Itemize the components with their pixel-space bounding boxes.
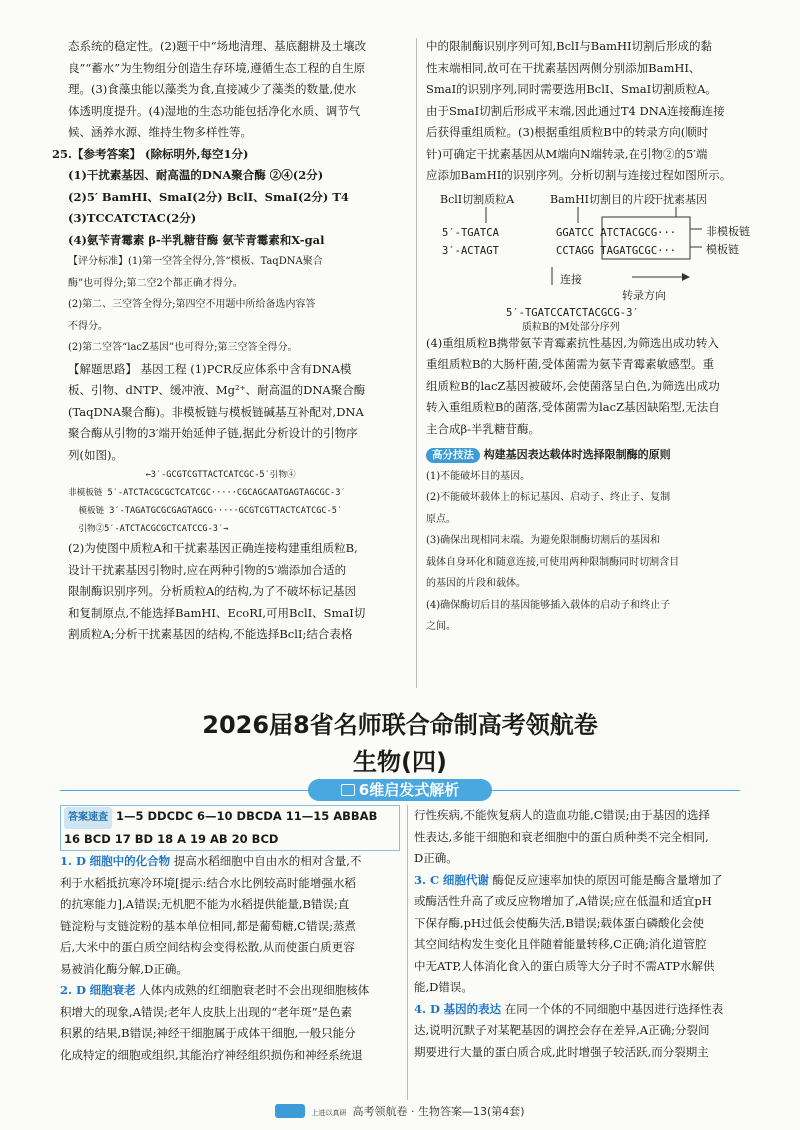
q4-number: 4. D xyxy=(414,1001,440,1016)
banner-label: 6维启发式解析 xyxy=(358,781,460,799)
q1-line: 后,大米中的蛋白质空间结构会变得松散,从而使蛋白质更容 xyxy=(60,940,355,954)
seq1-top: 5′-TGATCA xyxy=(442,226,499,239)
tip-tag: 高分技法 xyxy=(426,448,480,463)
q1-line: 链淀粉与支链淀粉的基本单位相同,都是葡萄糖,C错误;蒸煮 xyxy=(60,918,356,933)
right-line: 后获得重组质粒。(3)根据重组质粒B中的转录方向(顺时 xyxy=(426,125,709,139)
label-nontemplate: 非模板链 xyxy=(706,224,750,238)
footer-logo-text: 上进以真研 xyxy=(311,1109,347,1117)
publisher-logo xyxy=(275,1104,305,1118)
criteria-line: 【评分标准】(1)第一空答全得分,答“模板、TaqDNA聚合 xyxy=(68,256,323,267)
answer-row: 16 BCD 17 BD 18 A 19 AB 20 BCD xyxy=(64,831,279,846)
diagram-caption: 质粒B的M处部分序列 xyxy=(522,321,620,333)
q4-line: 在同一个体的不同细胞中基因进行选择性表 xyxy=(504,1001,724,1016)
q2-cont-line: D正确。 xyxy=(414,851,458,865)
primer-line: 模板链 3′-TAGATGCGCGAGTAGCG·····GCGTCGTTACTCATCGC-5′ xyxy=(68,506,343,516)
q2-line: 积增大的现象,A错误;老年人皮肤上出现的“老年斑”是色素 xyxy=(60,1004,353,1019)
after-line: 转入重组质粒B的菌落,受体菌需为lacZ基因缺陷型,无法自 xyxy=(426,400,720,414)
primer-line: ←3′-GCGTCGTTACTCATCGC-5′引物④ xyxy=(68,470,296,480)
answer-line: (2)5′ BamHⅠ、SmaⅠ(2分) BclⅠ、SmaⅠ(2分) T4 xyxy=(68,189,349,204)
q2-cont-line: 行性疾病,不能恢复病人的造血功能,C错误;由于基因的选择 xyxy=(414,808,710,822)
answer-line: (3)TCCATCTAC(2分) xyxy=(68,211,197,225)
answer-key xyxy=(60,805,400,851)
label-ligate: 连接 xyxy=(560,272,582,286)
analysis-line: 聚合酶从引物的3′端开始延伸子链,据此分析设计的引物序 xyxy=(68,426,358,440)
label-bcl-cut: BclⅠ切割质粒A xyxy=(440,192,515,206)
seq1-bottom: 3′-ACTAGT xyxy=(442,244,499,257)
tip-line: (2)不能破坏载体上的标记基因、启动子、终止子、复制 xyxy=(426,492,671,503)
tip-title: 构建基因表达载体时选择限制酶的原则 xyxy=(483,448,671,461)
tail-line: 设计干扰素基因引物时,应在两种引物的5′端添加合适的 xyxy=(68,562,347,577)
tip-line: (1)不能破坏目的基因。 xyxy=(426,470,531,482)
after-line: 重组质粒B的大肠杆菌,受体菌需为氨苄青霉素敏感型。重 xyxy=(426,357,715,371)
criteria-line: (2)第二空答“lacZ基因”也可得分;第三空答全得分。 xyxy=(68,342,298,353)
footer-text: 高考领航卷 · 生物答案—13(第4套) xyxy=(352,1105,525,1118)
q2-cont-line: 性表达,多能干细胞和衰老细胞中的蛋白质种类不完全相同, xyxy=(414,829,709,844)
criteria-line: (2)第二、三空答全得分;第四空不用题中所给备选内容答 xyxy=(68,299,316,310)
page-title: 2026届8省名师联合命制高考领航卷 xyxy=(202,711,598,739)
q25-heading: 25.【参考答案】 (除标明外,每空1分) xyxy=(52,146,249,161)
answer-line: (4)氨苄青霉素 β-半乳糖苷酶 氨苄青霉素和X-gal xyxy=(68,232,325,247)
tip-line: 原点。 xyxy=(426,513,456,525)
q3-line: 下保存酶,pH过低会使酶失活,B错误;载体蛋白磷酸化会使 xyxy=(414,915,705,930)
tip-line: 的基因的片段和载体。 xyxy=(426,578,526,589)
primer-line: 非模板链 5′-ATCTACGCGCTCATCGC·····CGCAGCAATGAGTAGCGC-3′ xyxy=(68,488,346,498)
q3-line: 能,D错误。 xyxy=(414,980,473,994)
bottom-right-column xyxy=(414,805,764,1063)
seq2-top: GGATCC ATCTACGCG··· xyxy=(556,226,677,239)
page-subtitle: 生物(四) xyxy=(353,748,447,776)
after-line: 组质粒B的lacZ基因被破坏,会使菌落呈白色,为筛选出成功 xyxy=(426,378,720,393)
tip-line: (3)确保出现相同末端。为避免限制酶切割后的基因和 xyxy=(426,535,661,546)
q2-line: 化成特定的细胞或组织,其能治疗神经组织损伤和神经系统退 xyxy=(60,1047,363,1062)
ligation-diagram xyxy=(426,189,774,333)
label-gene: 干扰素基因 xyxy=(652,192,707,206)
left-column xyxy=(52,36,408,646)
right-line: 针)可确定干扰素基因从M端向N端转录,在引物②的5′端 xyxy=(426,146,708,161)
book-icon xyxy=(341,784,355,796)
q2-line: 积累的结果,B错误;神经干细胞属于成体干细胞,一般只能分 xyxy=(60,1026,356,1040)
q3-line: 或酶活性升高了或反应物增加了,A错误;应在低温和适宜pH xyxy=(414,894,712,908)
intro-line: 候、涵养水源、维持生物多样性等。 xyxy=(68,125,252,139)
q1-line: 提高水稻细胞中自由水的相对含量,不 xyxy=(173,854,362,868)
tip-line: (4)确保酶切后目的基因能够插入载体的启动子和终止子 xyxy=(426,599,671,611)
intro-line: 体透明度提升。(4)湿地的生态功能包括净化水质、调节气 xyxy=(68,103,361,118)
page-footer xyxy=(0,1103,800,1119)
answer-line: (1)干扰素基因、耐高温的DNA聚合酶 ②④(2分) xyxy=(68,168,324,182)
q2-topic: 细胞衰老 xyxy=(89,983,136,997)
q3-topic: 细胞代谢 xyxy=(442,872,489,887)
bottom-left-column xyxy=(60,805,400,1066)
intro-line: 理。(3)食藻虫能以藻类为食,直接减少了藻类的数量,使水 xyxy=(68,82,357,96)
column-divider xyxy=(416,38,417,688)
q1-topic: 细胞中的化合物 xyxy=(89,854,171,868)
right-line: 中的限制酶识别序列可知,BclⅠ与BamHⅠ切割后形成的黏 xyxy=(426,39,713,53)
q1-number: 1. D xyxy=(60,854,86,868)
column-divider xyxy=(407,805,408,1100)
seq2-bottom: CCTAGG TAGATGCGC··· xyxy=(556,244,677,257)
q4-topic: 基因的表达 xyxy=(443,1001,502,1016)
label-template: 模板链 xyxy=(706,242,739,256)
after-line: (4)重组质粒B携带氨苄青霉素抗性基因,为筛选出成功转入 xyxy=(426,335,719,350)
tip-line: 载体自身环化和随意连接,可使用两种限制酶同时切割含目 xyxy=(426,556,680,568)
tail-line: 割质粒A;分析干扰素基因的结构,不能选择BclⅠ;结合表格 xyxy=(68,627,353,641)
right-line: SmaⅠ的识别序列,同时需要选用BclⅠ、SmaⅠ切割质粒A。 xyxy=(426,82,717,96)
answer-row: 1—5 DDCDC 6—10 DBCDA 11—15 ABBAB xyxy=(116,809,378,823)
right-line: 由于SmaⅠ切割后形成平末端,因此通过T4 DNA连接酶连接 xyxy=(426,103,725,118)
tail-line: (2)为使图中质粒A和干扰素基因正确连接构建重组质粒B, xyxy=(68,541,358,555)
tail-line: 和复制原点,不能选择BamHⅠ、EcoRⅠ,可用BclⅠ、SmaⅠ切 xyxy=(68,605,366,620)
q1-line: 的抗寒能力],A错误;无机肥不能为水稻提供能量,B错误;直 xyxy=(60,897,350,911)
label-bam-cut: BamHⅠ切割目的片段 xyxy=(550,192,656,206)
tail-line: 限制酶识别序列。分析质粒A的结构,为了不破坏标记基因 xyxy=(68,584,356,598)
right-column xyxy=(426,36,774,638)
intro-line: 良”“蓄水”为生物组分创造生存环境,遵循生态工程的自生原 xyxy=(68,60,366,75)
label-direction: 转录方向 xyxy=(622,288,666,302)
q4-line: 达,说明沉默子对某靶基因的调控会存在差异,A正确;分裂间 xyxy=(414,1023,710,1037)
analysis-line: 板、引物、dNTP、缓冲液、Mg²⁺、耐高温的DNA聚合酶 xyxy=(68,383,366,397)
criteria-line: 酶”也可得分;第二空2个都正确才得分。 xyxy=(68,277,243,289)
q2-line: 人体内成熟的红细胞衰老时不会出现细胞核体 xyxy=(139,983,370,997)
intro-line: 态系统的稳定性。(2)题干中“场地清理、基底翻耕及土壤改 xyxy=(68,39,367,53)
criteria-line: 不得分。 xyxy=(68,320,108,332)
q1-line: 利于水稻抵抗寒冷环境[提示:结合水比例较高时能增强水稻 xyxy=(60,875,356,890)
q2-number: 2. D xyxy=(60,983,86,997)
analysis-banner xyxy=(308,779,492,801)
q3-line: 中无ATP,人体消化食入的蛋白质等大分子时不需ATP水解供 xyxy=(414,958,715,973)
right-line: 应添加BamHⅠ的识别序列。分析切割与连接过程如图所示。 xyxy=(426,168,732,182)
after-line: 主合成β-半乳糖苷酶。 xyxy=(426,421,541,436)
answer-badge: 答案速查 xyxy=(64,807,112,829)
q4-line: 期要进行大量的蛋白质合成,此时增强子较活跃,而分裂期主 xyxy=(414,1044,709,1059)
q3-line: 其空间结构发生变化且伴随着能量转移,C正确;消化道管腔 xyxy=(414,937,707,951)
analysis-line: 列(如图)。 xyxy=(68,447,123,462)
q1-line: 易被消化酶分解,D正确。 xyxy=(60,961,188,976)
right-line: 性末端相同,故可在干扰素基因两侧分别添加BamHⅠ、 xyxy=(426,60,701,75)
q3-number: 3. C xyxy=(414,872,440,887)
tip-line: 之间。 xyxy=(426,621,456,632)
analysis-line: (TaqDNA聚合酶)。非模板链与模板链碱基互补配对,DNA xyxy=(68,404,364,419)
q3-line: 酶促反应速率加快的原因可能是酶含量增加了 xyxy=(492,872,723,887)
analysis-line: 【解题思路】 基因工程 (1)PCR反应体系中含有DNA模 xyxy=(68,361,352,376)
primer-line: 引物②5′-ATCTACGCGCTCATCCG-3′→ xyxy=(68,524,229,534)
result-sequence: 5′-TGATCCATCTACGCG-3′ xyxy=(506,306,639,319)
